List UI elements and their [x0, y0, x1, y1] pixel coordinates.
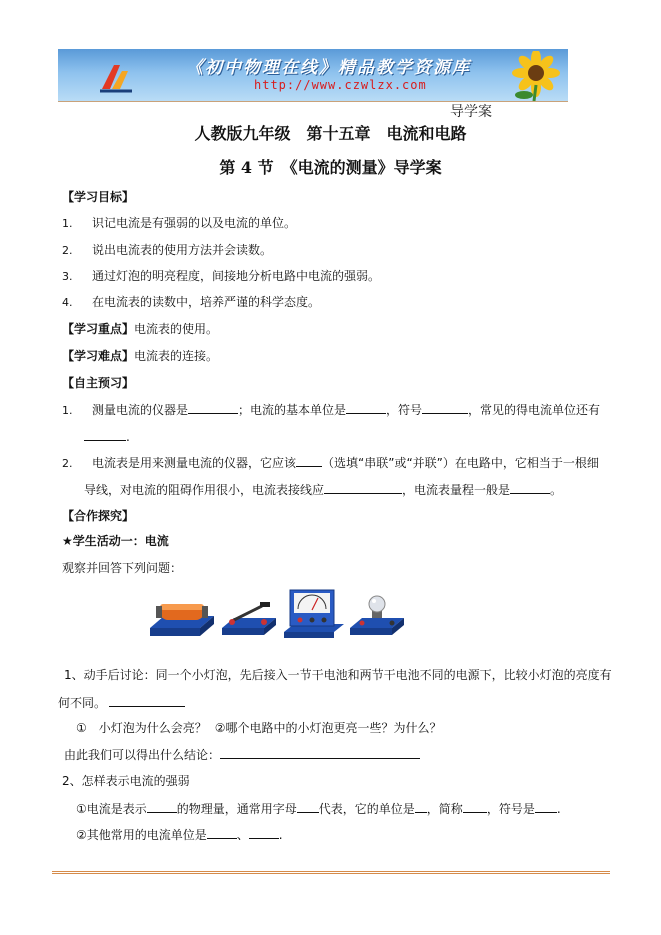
- list-item: 2. 说出电流表的使用方法并会读数。: [62, 243, 273, 257]
- header-tag: 导学案: [450, 104, 492, 120]
- switch-icon: [222, 602, 276, 635]
- header-banner: [58, 49, 568, 101]
- conclusion-line: 由此我们可以得出什么结论：: [64, 746, 420, 763]
- preview-question-1: 1. 测量电流的仪器是 ；电流的基本单位是 ，符号 ，常见的得电流单位还有: [62, 403, 601, 417]
- answer-blank[interactable]: [84, 428, 126, 441]
- bulb-icon: [350, 596, 404, 635]
- answer-blank[interactable]: [188, 401, 238, 414]
- question-1: 1、动手后讨论：同一个小灯泡，先后接入一节干电池和两节干电池不同的电源下，比较小灯泡的亮度有: [64, 668, 612, 682]
- section-title: 第 4 节 《电流的测量》导学案: [219, 158, 442, 177]
- question-2-part-1: ①电流是表示 的物理量，通常用字母 代表，它的单位是 ，简称 ，符号是 .: [76, 802, 561, 816]
- preview-heading: 【自主预习】: [62, 376, 135, 390]
- answer-blank[interactable]: [510, 481, 550, 494]
- answer-blank[interactable]: [415, 800, 427, 813]
- list-item: 3. 通过灯泡的明亮程度，间接地分析电路中电流的强弱。: [62, 269, 381, 283]
- list-item: 1. 识记电流是有强弱的以及电流的单位。: [62, 216, 297, 230]
- answer-blank[interactable]: [207, 826, 237, 839]
- battery-icon: [150, 604, 214, 636]
- answer-blank[interactable]: [147, 800, 177, 813]
- key-point: 【学习重点】电流表的使用。: [62, 322, 219, 336]
- list-item: 4. 在电流表的读数中，培养严谨的科学态度。: [62, 295, 321, 309]
- banner-url: http://www.czwlzx.com: [254, 78, 427, 92]
- explore-heading: 【合作探究】: [62, 509, 135, 523]
- preview-question-2: 2. 电流表是用来测量电流的仪器，它应该 （选填“串联”或“并联”）在电路中，它相当于一根细: [62, 456, 599, 470]
- page-title: 人教版九年级 第十五章 电流和电路: [194, 124, 467, 143]
- answer-blank[interactable]: [422, 401, 468, 414]
- answer-blank[interactable]: [296, 454, 322, 467]
- banner-title: 《初中物理在线》精品教学资源库: [186, 58, 471, 78]
- answer-blank[interactable]: [220, 746, 420, 759]
- preview-question-2-cont: 导线，对电流的阻碍作用很小，电流表接线应 ，电流表量程一般是 。: [84, 483, 563, 497]
- answer-blank[interactable]: [324, 481, 402, 494]
- objectives-heading: 【学习目标】: [62, 190, 135, 204]
- answer-blank[interactable]: [463, 800, 487, 813]
- footer-rule: [52, 871, 610, 874]
- ammeter-icon: [284, 590, 344, 638]
- answer-blank[interactable]: [297, 800, 319, 813]
- sunflower-icon: [494, 51, 564, 101]
- answer-blank[interactable]: [249, 826, 279, 839]
- answer-blank[interactable]: [346, 401, 386, 414]
- answer-blank[interactable]: [109, 694, 185, 707]
- answer-blank[interactable]: [535, 800, 557, 813]
- activity-prompt: 观察并回答下列问题：: [62, 561, 183, 575]
- sub-questions: ① 小灯泡为什么会亮？ ②哪个电路中的小灯泡更亮一些？为什么？: [76, 721, 442, 735]
- apparatus-illustration: [148, 588, 406, 640]
- preview-question-1-cont: .: [84, 428, 130, 445]
- logo-icon: [98, 59, 134, 95]
- question-2-part-2: ②其他常用的电流单位是 、 .: [76, 828, 283, 842]
- difficulty-point: 【学习难点】电流表的连接。: [62, 349, 219, 363]
- question-2: 2、怎样表示电流的强弱: [62, 774, 190, 788]
- activity-title: ★学生活动一：电流: [62, 534, 169, 548]
- question-1-cont: 何不同。: [58, 694, 185, 711]
